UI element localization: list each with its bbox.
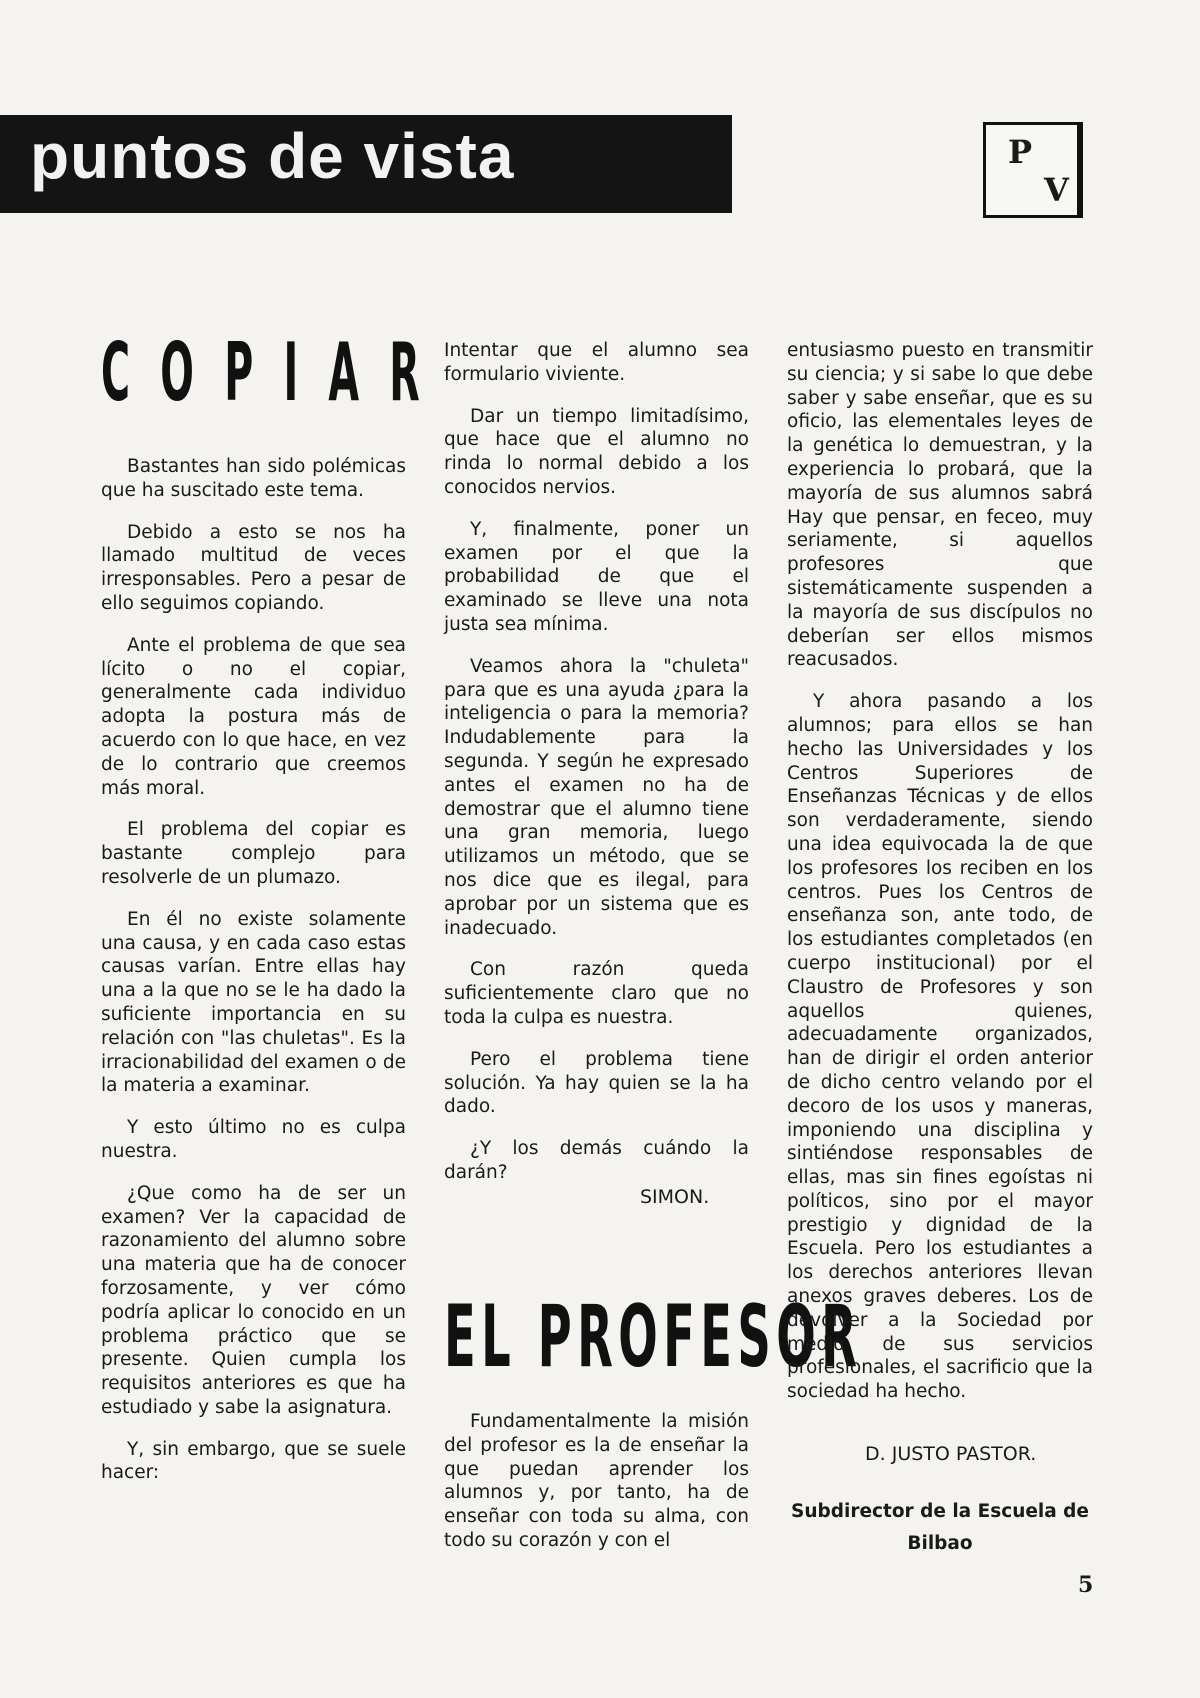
paragraph: entusiasmo puesto en transmitir su ciencia; y si sabe lo que debe saber y sabe enseñar, que es su oficio, las elementales leyes de la genética lo demuestran, y la experiencia lo probará, que la mayoría de sus alumnos sabrá Hay que pensar, en feceo, muy seriamente, si aquellos profesores que sistemáticamente suspenden a la mayoría de sus discípulos no deberían ser ellos mismos reacusados. [787,340,1093,671]
article-heading-copiar: COPIAR [101,326,451,419]
paragraph: Y, sin embargo, que se suele hacer: [101,1438,406,1484]
paragraph: Y esto último no es culpa nuestra. [101,1117,406,1162]
column-1 [101,455,406,1503]
section-banner [0,115,732,213]
paragraph: Ante el problema de que sea lícito o no el copiar, generalmente cada individuo adopta la postura más de acuerdo con lo que hace, en vez de lo contrario que creemos más moral. [101,634,406,799]
paragraph: Pero el problema tiene solución. Ya hay quien se la ha dado. [444,1048,749,1118]
paragraph: ¿Que como ha de ser un examen? Ver la capacidad de razonamiento del alumno sobre una materia que ha de conocer forzosamente, y ver cómo podría aplicar lo conocido en un problema práctico que se presente. Quien cumpla los requisitos anteriores es que ha estudiado y sabe la asignatura. [101,1182,406,1418]
paragraph: ¿Y los demás cuándo la darán? [444,1138,749,1183]
paragraph: Y, finalmente, poner un examen por el que la probabilidad de que el examinado se lleve una nota justa sea mínima. [444,518,749,635]
paragraph: Intentar que el alumno sea formulario viviente. [444,340,749,385]
column-2-profesor [444,1410,749,1571]
paragraph: Debido a esto se nos ha llamado multitud de veces irresponsables. Pero a pesar de ello seguimos copiando. [101,521,406,614]
credit-line: Subdirector de la Escuela de [791,1501,1089,1522]
paragraph: El problema del copiar es bastante complejo para resolverle de un plumazo. [101,819,406,888]
paragraph: Veamos ahora la "chuleta" para que es una ayuda ¿para la inteligencia o para la memoria? Indudablemente para la segunda. Y según he expresado antes el examen no ha de demostrar que el alumno tiene una gran memoria, luego utilizamos un método, que se nos dice que es ilegal, para aprobar por un sistema que es inadecuado. [444,655,749,939]
column-2 [444,339,749,1203]
logo-letter-v: V [1044,171,1069,209]
paragraph: Y ahora pasando a los alumnos; para ellos se han hecho las Universidades y los Centros Superiores de Enseñanzas Técnicas y de ellos son verdaderamente, siendo una idea equivocada la de que los profesores los reciben en los centros. Pues los Centros de enseñanza son, ante todo, de los estudiantes completados (en cuerpo institucional) por el Claustro de Profesores y son aquellos quienes, adecuadamente organizados, han de dirigir el orden anterior de dicho centro velando por el decoro de los usos y maneras, imponiendo una disciplina y sintiéndose responsables de ellas, mas sin fines egoístas ni políticos, sino por el mayor prestigio y dignidad de la Escuela. Pero los estudiantes a los derechos anteriores llevan anexos graves deberes. Los de devolver a la Sociedad por medio de sus servicios profesionales, el sacrificio que la sociedad ha hecho. [787,691,1093,1403]
paragraph: Fundamentalmente la misión del profesor es la de enseñar la que puedan aprender los alumnos y, por tanto, ha de enseñar con toda su alma, con todo su corazón y con el [444,1411,749,1551]
signature-justo-pastor: D. JUSTO PASTOR. [865,1443,1037,1465]
logo-letter-p: P [1008,133,1033,171]
paragraph: Dar un tiempo limitadísimo, que hace que el alumno no rinda lo normal debido a los conocidos nervios. [444,405,749,498]
paragraph: En él no existe solamente una causa, y en cada caso estas causas varían. Entre ellas hay una a la que no se le ha dado la suficiente importancia en su relación con "las chuletas". Es la irracionabilidad del examen o de la materia a examinar. [101,908,406,1097]
section-title: puntos de vista [30,120,515,192]
signature-simon: SIMON. [640,1186,710,1208]
credit-line: Bilbao [907,1533,973,1554]
pv-logo [983,122,1083,218]
author-credit [787,1496,1093,1560]
paragraph: Bastantes han sido polémicas que ha suscitado este tema. [101,456,406,501]
page-number: 5 [1078,1572,1094,1598]
column-3 [787,339,1093,1422]
paragraph: Con razón queda suficientemente claro que no toda la culpa es nuestra. [444,959,749,1028]
article-heading-el-profesor: EL PROFESOR [444,1287,863,1387]
